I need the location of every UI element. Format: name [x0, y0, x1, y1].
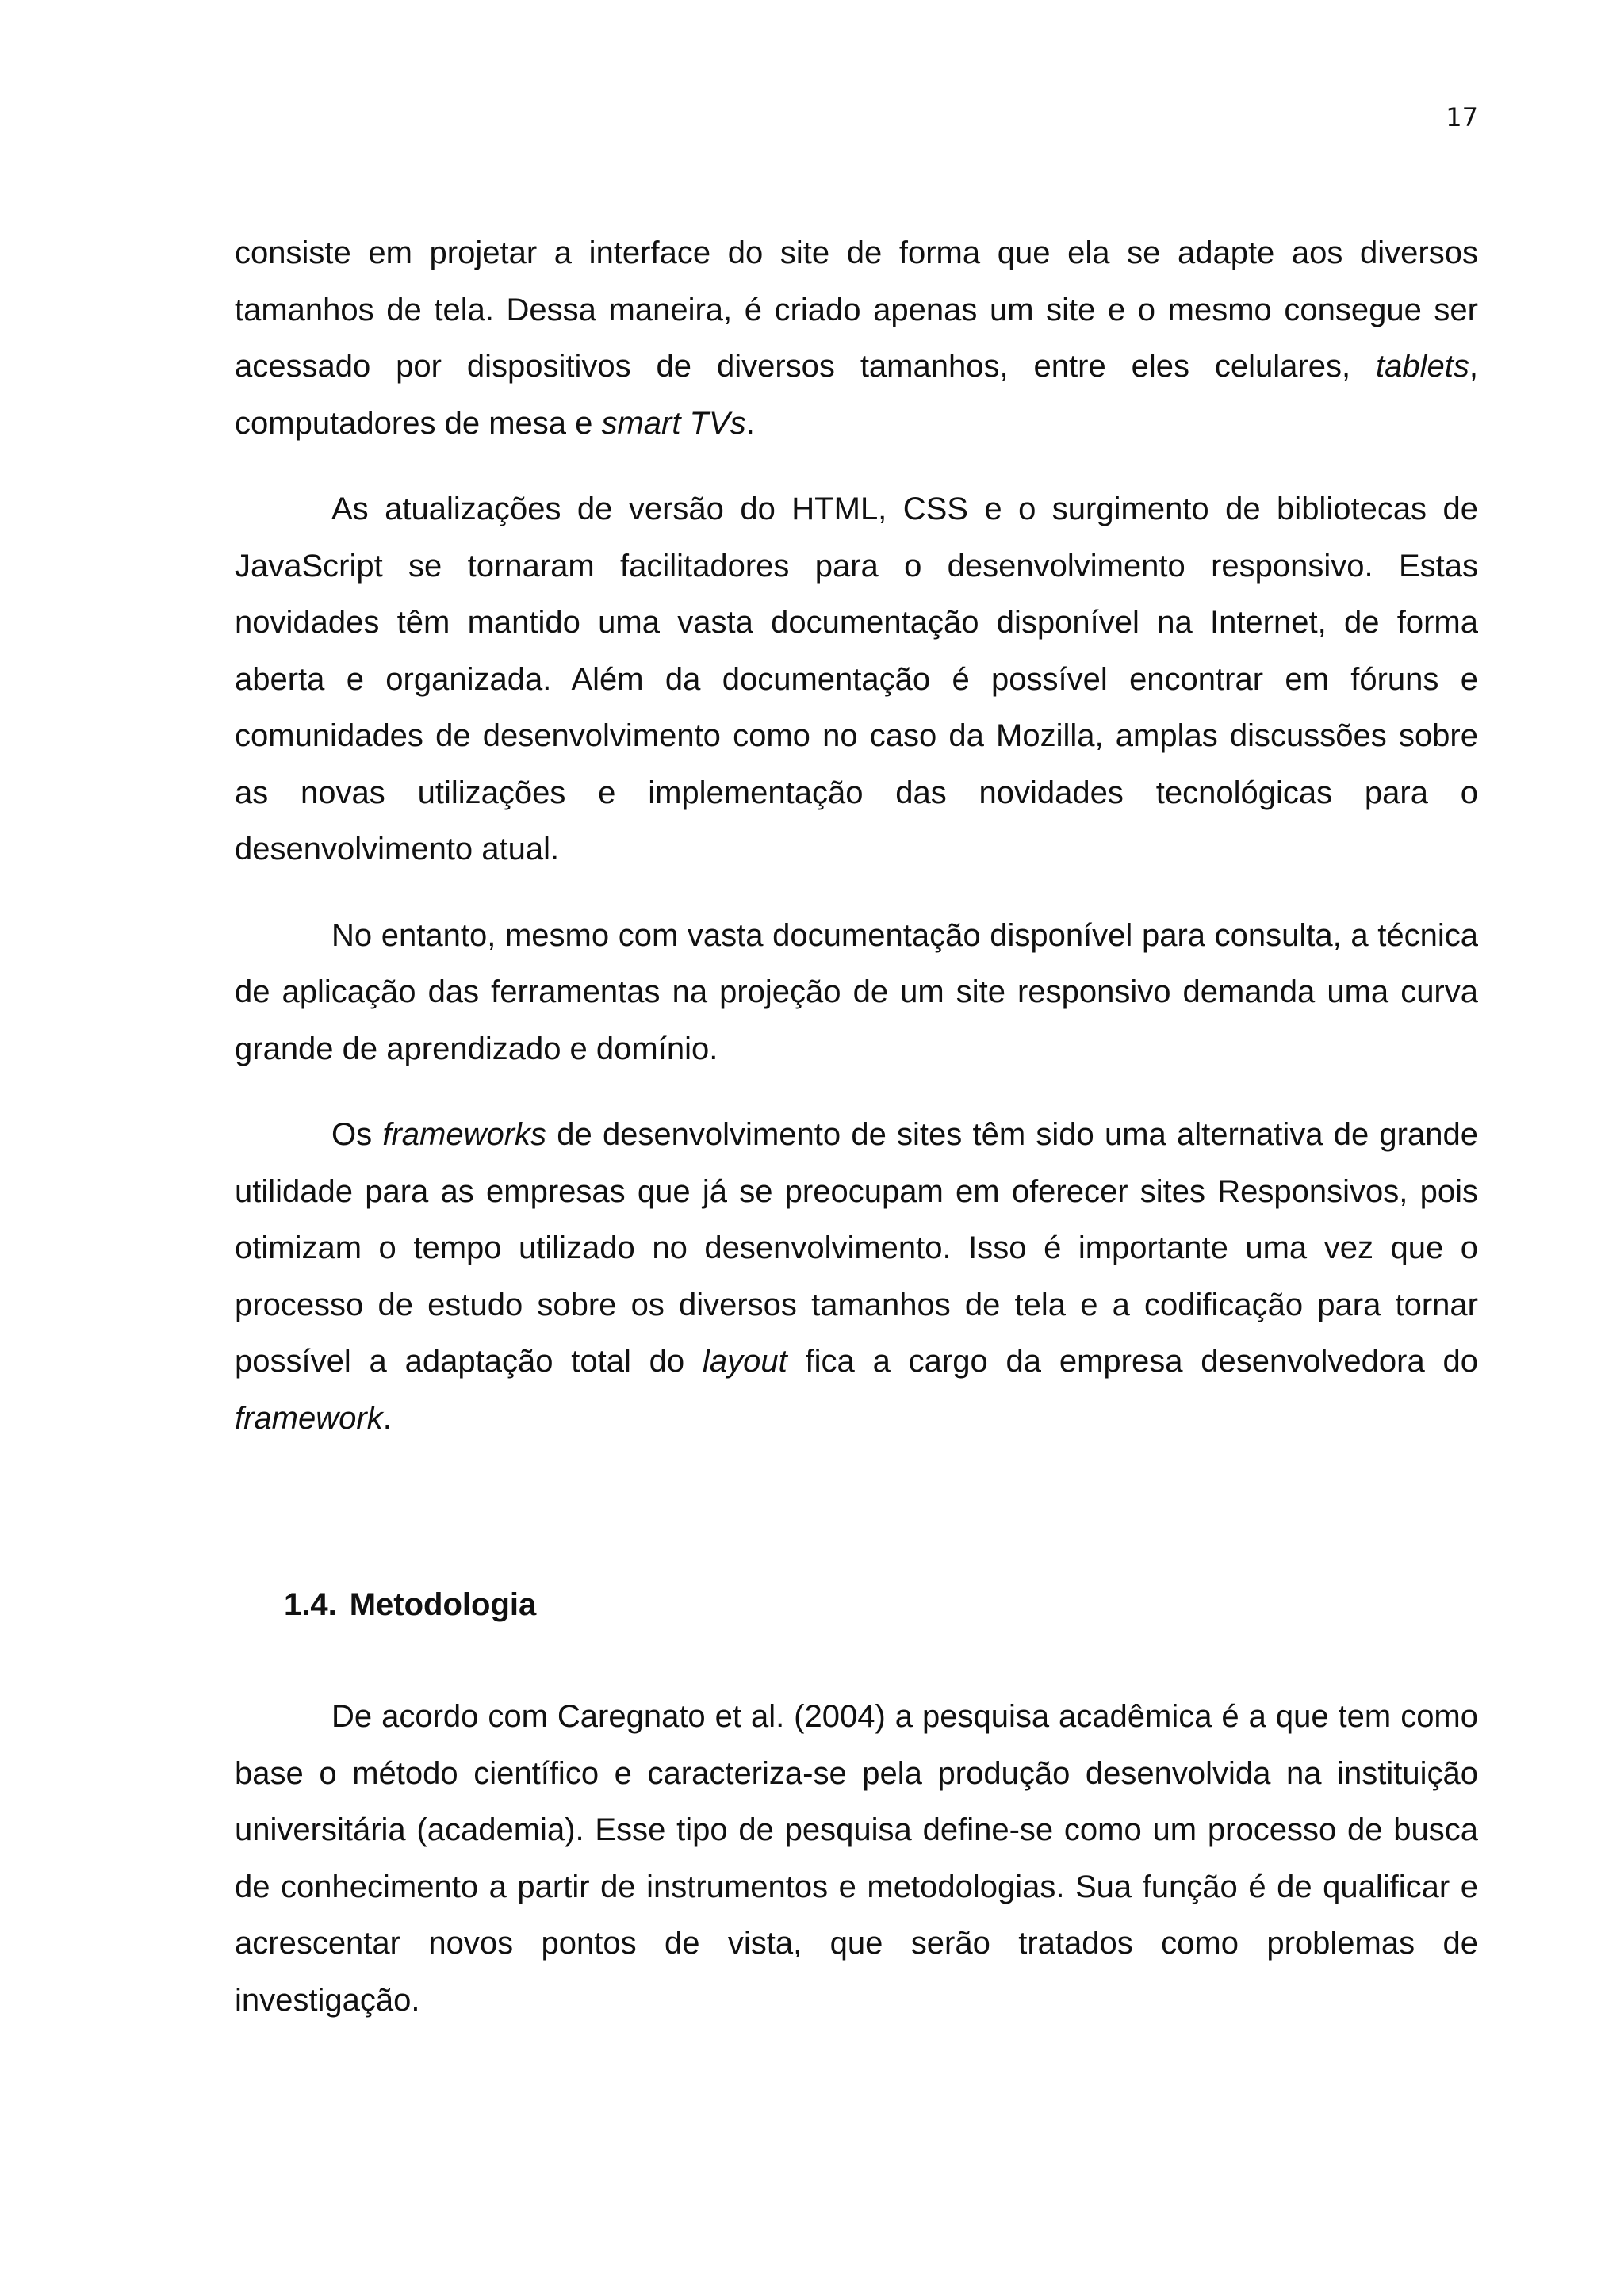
- section-title: Metodologia: [349, 1587, 537, 1622]
- section-body-text: [235, 1689, 1478, 2029]
- section-heading: [284, 1581, 536, 1628]
- paragraph-text: Os: [331, 1117, 383, 1152]
- paragraph: [235, 1689, 1478, 2029]
- page-number: 17: [1446, 102, 1478, 132]
- paragraph-text: No entanto, mesmo com vasta documentação disponível para consulta, a técnica de aplicação das ferramentas na projeção de um site responsivo demanda uma curva grande de aprendizado e domínio.: [235, 917, 1478, 1066]
- italic-term: frameworks: [382, 1117, 547, 1152]
- section-number: 1.4.: [284, 1587, 337, 1622]
- paragraph-text: fica a cargo da empresa desenvolvedora do: [787, 1344, 1479, 1379]
- paragraph-text: De acordo com Caregnato et al. (2004) a pesquisa acadêmica é a que tem como base o método científico e caracteriza-se pela produção desenvolvida na instituição universitária (academia). Esse tipo de pesquisa define-se como um processo de busca de conhecimento a partir de instrumentos e metodologias. Sua função é de qualificar e acrescentar novos pontos de vista, que serão tratados como problemas de investigação.: [235, 1699, 1478, 2018]
- italic-term: framework: [235, 1400, 383, 1436]
- paragraph-text: de desenvolvimento de sites têm sido uma alternativa de grande utilidade para as empresas que já se preocupam em oferecer sites Responsivos, pois otimizam o tempo utilizado no desenvolvimento. Isso é importante uma vez que o processo de estudo sobre os diversos tamanhos de tela e a codificação para tornar possível a adaptação total do: [235, 1117, 1478, 1379]
- paragraph: [235, 908, 1478, 1078]
- paragraph-text: .: [382, 1400, 392, 1436]
- paragraph-text: .: [745, 405, 755, 441]
- italic-term: layout: [702, 1344, 787, 1379]
- paragraph: [235, 481, 1478, 878]
- paragraph-text: , computadores de mesa e: [235, 349, 1478, 441]
- paragraph: [235, 225, 1478, 452]
- italic-term: tablets: [1376, 349, 1469, 384]
- italic-term: smart TVs: [601, 405, 746, 441]
- paragraph-text: As atualizações de versão do HTML, CSS e o surgimento de bibliotecas de JavaScript se tornaram facilitadores para o desenvolvimento responsivo. Estas novidades têm mantido uma vasta documentação disponível na Internet, de forma aberta e organizada. Além da documentação é possível encontrar em fóruns e comunidades de desenvolvimento como no caso da Mozilla, amplas discussões sobre as novas utilizações e implementação das novidades tecnológicas para o desenvolvimento atual.: [235, 492, 1478, 867]
- paragraph: [235, 1107, 1478, 1447]
- paragraph-text: consiste em projetar a interface do site de forma que ela se adapte aos diversos tamanhos de tela. Dessa maneira, é criado apenas um site e o mesmo consegue ser acessado por dispositivos de diversos tamanhos, entre eles celulares,: [235, 235, 1478, 384]
- body-text: [235, 225, 1478, 1447]
